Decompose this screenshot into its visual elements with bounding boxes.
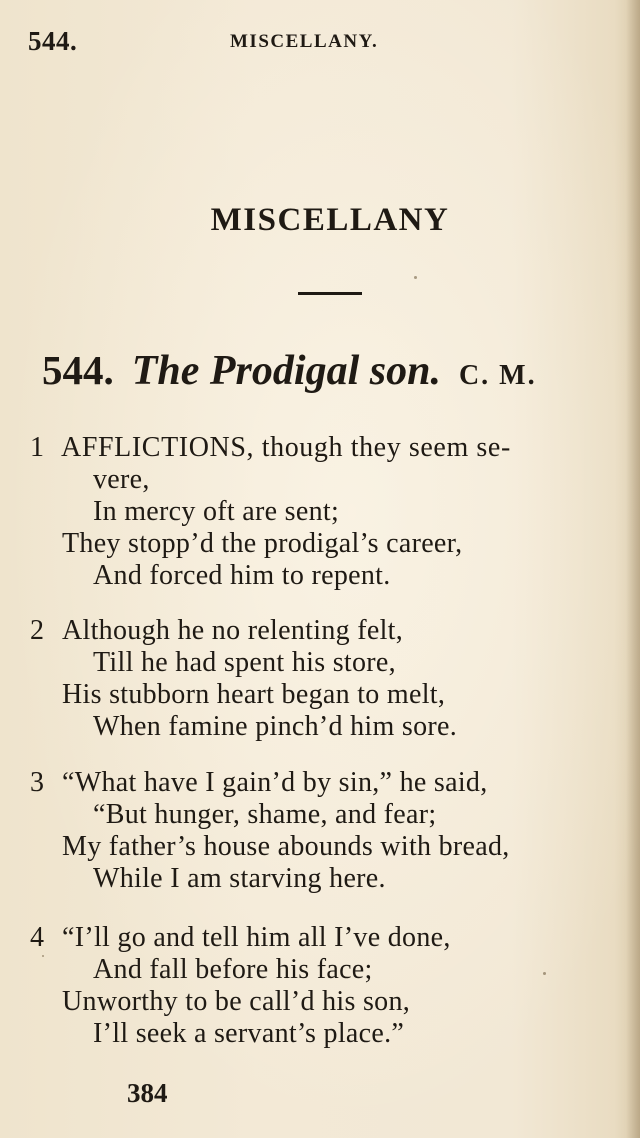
hymn-heading — [42, 346, 537, 395]
paper-speck — [414, 276, 417, 279]
verse-line: AFFLICTIONS, though they seem se- — [61, 432, 511, 463]
verse-line: My father’s house abounds with bread, — [62, 831, 510, 862]
verse-line: They stopp’d the prodigal’s career, — [62, 528, 463, 559]
paper-speck — [543, 972, 546, 975]
section-title: MISCELLANY — [210, 202, 450, 238]
stanza-number: 1 — [30, 432, 44, 463]
page-gutter-shadow — [626, 0, 640, 1138]
verse-line: His stubborn heart began to melt, — [62, 679, 446, 710]
verse-line: Till he had spent his store, — [93, 647, 396, 678]
section-rule — [298, 292, 362, 295]
stanza-number: 2 — [30, 615, 44, 646]
verse-line: In mercy oft are sent; — [93, 496, 340, 527]
verse-line: While I am starving here. — [93, 863, 386, 894]
verse-line: “I’ll go and tell him all I’ve done, — [62, 922, 451, 953]
verse-line: And forced him to repent. — [93, 560, 391, 591]
running-head-title: MISCELLANY. — [230, 31, 379, 52]
verse-line: And fall before his face; — [93, 954, 373, 985]
stanza-number: 4 — [30, 922, 44, 953]
verse-line: Unworthy to be call’d his son, — [62, 986, 411, 1017]
verse-line: “But hunger, shame, and fear; — [93, 799, 437, 830]
running-head-page-number: 544. — [28, 26, 78, 56]
folio-number: 384 — [127, 1078, 168, 1108]
verse-line: “What have I gain’d by sin,” he said, — [62, 767, 488, 798]
stanza-number: 3 — [30, 767, 44, 798]
hymn-meter: C. M. — [458, 360, 537, 391]
hymn-number: 544. — [42, 347, 114, 393]
verse-line: Although he no relenting felt, — [62, 615, 404, 646]
verse-line: When famine pinch’d him sore. — [93, 711, 458, 742]
running-head — [28, 26, 612, 56]
paper-speck — [42, 955, 44, 957]
verse-line: I’ll seek a servant’s place.” — [93, 1018, 405, 1049]
hymn-title: The Prodigal son. — [131, 348, 441, 394]
verse-line: vere, — [93, 464, 150, 495]
